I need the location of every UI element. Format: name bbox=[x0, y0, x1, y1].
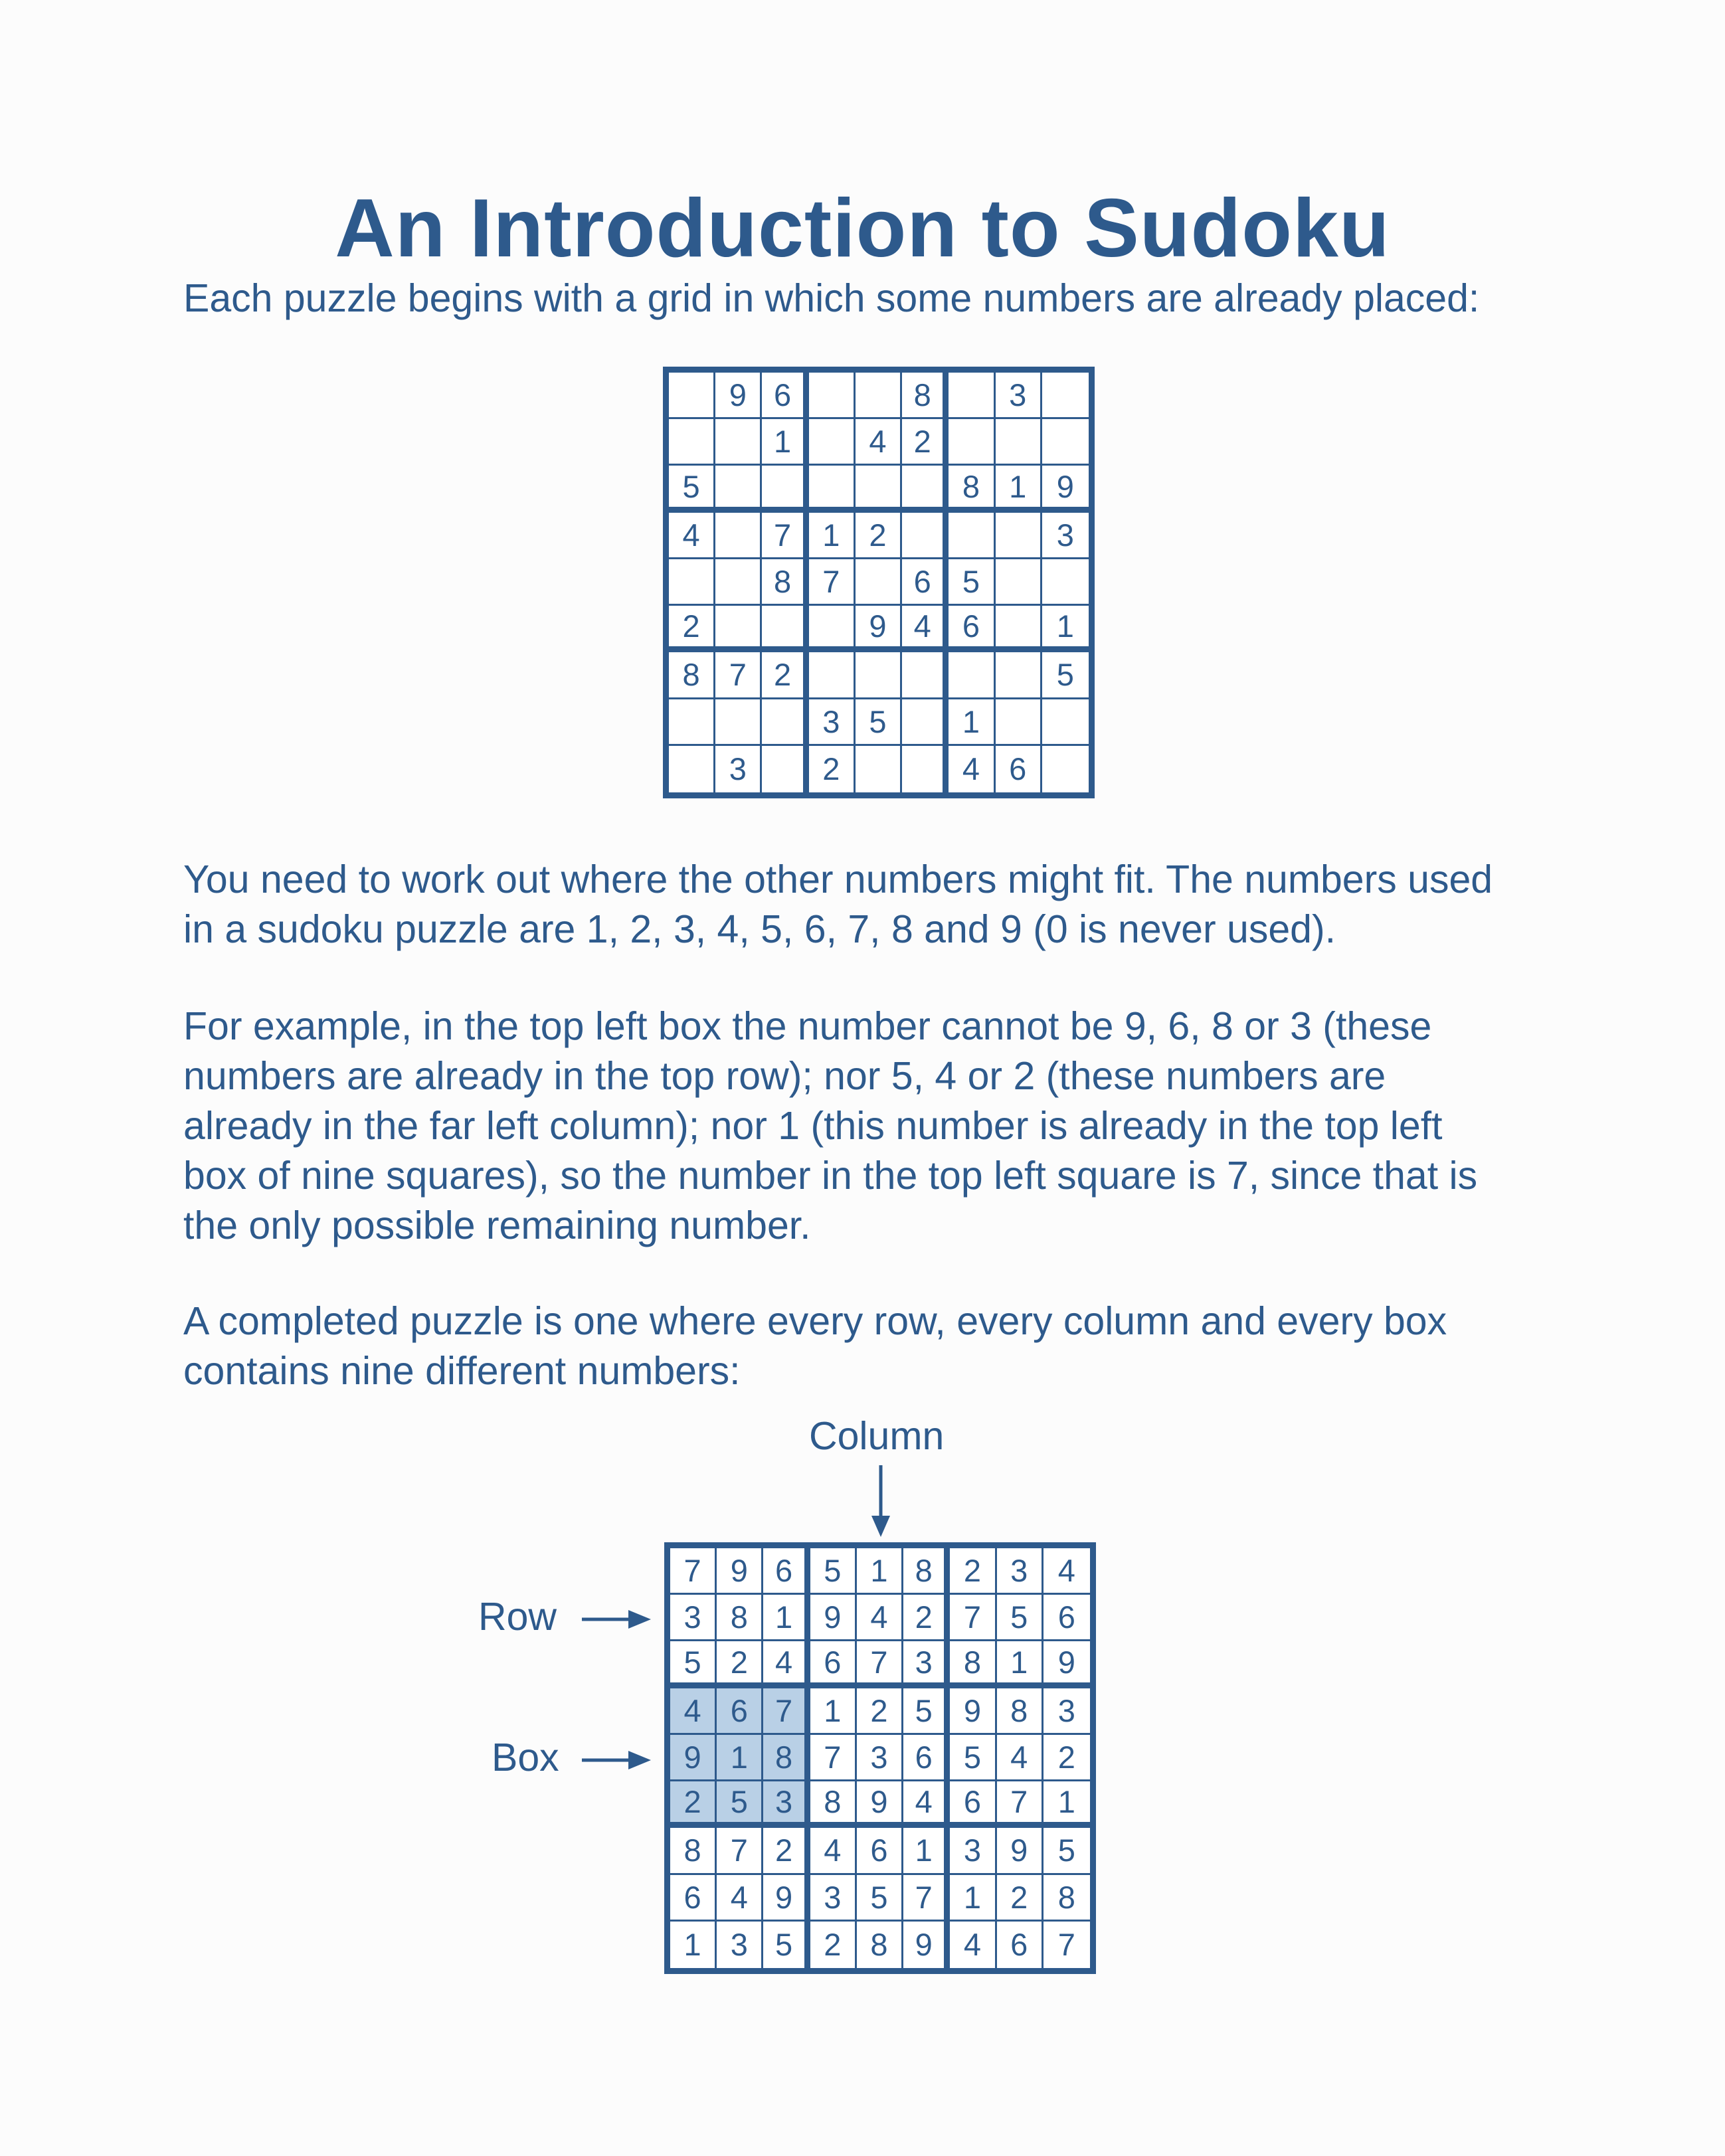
grid-cell: 7 bbox=[717, 1828, 763, 1874]
grid-cell: 8 bbox=[949, 466, 995, 512]
grid-cell: 6 bbox=[717, 1688, 763, 1735]
box-label: Box bbox=[492, 1736, 559, 1779]
grid-cell: 2 bbox=[1044, 1735, 1090, 1781]
grid-cell: 1 bbox=[950, 1875, 996, 1922]
grid-cell: 3 bbox=[1042, 513, 1089, 559]
grid-cell: 4 bbox=[810, 1828, 857, 1874]
grid-cell: 4 bbox=[997, 1735, 1044, 1781]
grid-cell bbox=[669, 699, 715, 746]
grid-cell: 1 bbox=[1044, 1781, 1090, 1828]
grid-cell bbox=[809, 606, 856, 652]
grid-cell: 9 bbox=[950, 1688, 996, 1735]
grid-cell: 4 bbox=[669, 513, 715, 559]
grid-cell bbox=[809, 419, 856, 466]
grid-cell: 9 bbox=[717, 1548, 763, 1595]
grid-cell: 8 bbox=[670, 1828, 717, 1874]
paragraph-line: box of nine squares), so the number in the top left square is 7, since that is bbox=[183, 1154, 1478, 1198]
grid-cell bbox=[669, 419, 715, 466]
grid-cell: 5 bbox=[1044, 1828, 1090, 1874]
grid-cell: 1 bbox=[996, 466, 1042, 512]
grid-cell: 2 bbox=[810, 1922, 857, 1968]
grid-cell: 8 bbox=[669, 652, 715, 699]
grid-cell: 5 bbox=[1042, 652, 1089, 699]
grid-cell: 4 bbox=[763, 1641, 810, 1688]
grid-cell: 5 bbox=[949, 559, 995, 606]
grid-cell bbox=[1042, 746, 1089, 792]
paragraph-line: numbers are already in the top row); nor 5, 4 or 2 (these numbers are bbox=[183, 1054, 1386, 1098]
grid-cell: 7 bbox=[997, 1781, 1044, 1828]
grid-cell bbox=[996, 699, 1042, 746]
page-title: An Introduction to Sudoku bbox=[335, 183, 1390, 275]
row-label: Row bbox=[478, 1595, 557, 1639]
grid-cell bbox=[856, 466, 902, 512]
grid-cell bbox=[715, 559, 762, 606]
grid-cell: 6 bbox=[996, 746, 1042, 792]
grid-cell: 9 bbox=[1044, 1641, 1090, 1688]
paragraph-line: You need to work out where the other numbers might fit. The numbers used bbox=[183, 857, 1493, 901]
grid-cell: 8 bbox=[857, 1922, 903, 1968]
grid-cell: 1 bbox=[762, 419, 808, 466]
grid-cell: 1 bbox=[1042, 606, 1089, 652]
grid-cell: 4 bbox=[903, 1781, 950, 1828]
grid-cell: 4 bbox=[856, 419, 902, 466]
grid-cell: 3 bbox=[670, 1595, 717, 1641]
grid-cell: 1 bbox=[997, 1641, 1044, 1688]
grid-cell bbox=[856, 373, 902, 419]
grid-cell: 9 bbox=[903, 1922, 950, 1968]
grid-cell: 2 bbox=[857, 1688, 903, 1735]
grid-cell: 7 bbox=[950, 1595, 996, 1641]
grid-cell: 2 bbox=[856, 513, 902, 559]
grid-cell: 1 bbox=[857, 1548, 903, 1595]
grid-cell: 3 bbox=[996, 373, 1042, 419]
grid-cell bbox=[1042, 559, 1089, 606]
grid-cell bbox=[715, 419, 762, 466]
grid-cell bbox=[715, 606, 762, 652]
grid-cell: 2 bbox=[670, 1781, 717, 1828]
grid-cell: 1 bbox=[717, 1735, 763, 1781]
grid-cell: 8 bbox=[1044, 1875, 1090, 1922]
grid-cell: 6 bbox=[762, 373, 808, 419]
grid-cell: 4 bbox=[949, 746, 995, 792]
grid-cell bbox=[1042, 419, 1089, 466]
paragraph-line: contains nine different numbers: bbox=[183, 1349, 741, 1393]
grid-cell: 1 bbox=[810, 1688, 857, 1735]
grid-cell bbox=[715, 466, 762, 512]
grid-cell bbox=[996, 606, 1042, 652]
grid-cell bbox=[902, 513, 949, 559]
column-label: Column bbox=[809, 1414, 945, 1458]
grid-cell: 7 bbox=[810, 1735, 857, 1781]
grid-cell bbox=[669, 373, 715, 419]
grid-cell: 9 bbox=[810, 1595, 857, 1641]
grid-cell bbox=[996, 559, 1042, 606]
column-arrow-icon bbox=[869, 1465, 893, 1538]
grid-cell bbox=[762, 606, 808, 652]
grid-cell: 3 bbox=[997, 1548, 1044, 1595]
example-paragraph bbox=[183, 1002, 1605, 1251]
grid-cell bbox=[809, 466, 856, 512]
grid-cell bbox=[996, 652, 1042, 699]
grid-cell: 6 bbox=[902, 559, 949, 606]
grid-cell bbox=[715, 699, 762, 746]
grid-cell: 1 bbox=[809, 513, 856, 559]
grid-cell: 3 bbox=[903, 1641, 950, 1688]
grid-cell: 3 bbox=[810, 1875, 857, 1922]
solution-grid bbox=[664, 1542, 1096, 1974]
grid-cell: 7 bbox=[670, 1548, 717, 1595]
grid-cell: 8 bbox=[950, 1641, 996, 1688]
grid-cell bbox=[856, 746, 902, 792]
grid-cell: 7 bbox=[762, 513, 808, 559]
grid-cell: 5 bbox=[810, 1548, 857, 1595]
grid-cell: 3 bbox=[715, 746, 762, 792]
grid-cell: 4 bbox=[670, 1688, 717, 1735]
puzzle-grid bbox=[663, 367, 1095, 798]
grid-cell: 5 bbox=[669, 466, 715, 512]
grid-cell: 3 bbox=[857, 1735, 903, 1781]
grid-cell: 5 bbox=[763, 1922, 810, 1968]
grid-cell: 4 bbox=[1044, 1548, 1090, 1595]
grid-cell bbox=[1042, 373, 1089, 419]
grid-cell: 9 bbox=[715, 373, 762, 419]
grid-cell: 8 bbox=[902, 373, 949, 419]
grid-cell bbox=[856, 652, 902, 699]
grid-cell: 3 bbox=[717, 1922, 763, 1968]
grid-cell: 1 bbox=[903, 1828, 950, 1874]
grid-cell bbox=[902, 699, 949, 746]
grid-cell: 7 bbox=[857, 1641, 903, 1688]
grid-cell: 4 bbox=[902, 606, 949, 652]
grid-cell: 9 bbox=[997, 1828, 1044, 1874]
paragraph-line: the only possible remaining number. bbox=[183, 1204, 811, 1247]
paragraph-line: in a sudoku puzzle are 1, 2, 3, 4, 5, 6, 7, 8 and 9 (0 is never used). bbox=[183, 907, 1336, 951]
grid-cell bbox=[1042, 699, 1089, 746]
grid-cell: 8 bbox=[997, 1688, 1044, 1735]
grid-cell: 1 bbox=[949, 699, 995, 746]
grid-cell bbox=[809, 652, 856, 699]
grid-cell: 2 bbox=[950, 1548, 996, 1595]
grid-cell: 4 bbox=[950, 1922, 996, 1968]
grid-cell bbox=[949, 419, 995, 466]
grid-cell bbox=[669, 559, 715, 606]
grid-cell bbox=[996, 513, 1042, 559]
grid-cell: 6 bbox=[997, 1922, 1044, 1968]
grid-cell: 8 bbox=[717, 1595, 763, 1641]
grid-cell: 6 bbox=[810, 1641, 857, 1688]
grid-cell: 6 bbox=[670, 1875, 717, 1922]
grid-cell: 2 bbox=[809, 746, 856, 792]
grid-cell: 6 bbox=[949, 606, 995, 652]
grid-cell: 5 bbox=[717, 1781, 763, 1828]
grid-cell bbox=[762, 466, 808, 512]
grid-cell: 5 bbox=[950, 1735, 996, 1781]
grid-cell bbox=[762, 699, 808, 746]
grid-cell: 7 bbox=[715, 652, 762, 699]
grid-cell: 1 bbox=[670, 1922, 717, 1968]
paragraph-line: For example, in the top left box the number cannot be 9, 6, 8 or 3 (these bbox=[183, 1004, 1432, 1048]
grid-cell: 5 bbox=[857, 1875, 903, 1922]
grid-cell: 2 bbox=[762, 652, 808, 699]
grid-cell bbox=[902, 466, 949, 512]
grid-cell: 9 bbox=[670, 1735, 717, 1781]
grid-cell: 5 bbox=[997, 1595, 1044, 1641]
grid-cell: 3 bbox=[809, 699, 856, 746]
grid-cell bbox=[949, 652, 995, 699]
grid-cell: 3 bbox=[950, 1828, 996, 1874]
grid-cell: 7 bbox=[809, 559, 856, 606]
paragraph-line: A completed puzzle is one where every row, every column and every box bbox=[183, 1299, 1447, 1343]
grid-cell: 5 bbox=[856, 699, 902, 746]
grid-cell: 4 bbox=[857, 1595, 903, 1641]
grid-cell: 4 bbox=[717, 1875, 763, 1922]
paragraph-line: already in the far left column); nor 1 (this number is already in the top left bbox=[183, 1104, 1443, 1148]
grid-cell: 2 bbox=[903, 1595, 950, 1641]
grid-cell: 9 bbox=[1042, 466, 1089, 512]
numbers-paragraph bbox=[183, 855, 1605, 954]
grid-cell: 2 bbox=[902, 419, 949, 466]
grid-cell bbox=[996, 419, 1042, 466]
grid-cell bbox=[949, 513, 995, 559]
grid-cell: 6 bbox=[950, 1781, 996, 1828]
grid-cell bbox=[715, 513, 762, 559]
grid-cell: 7 bbox=[1044, 1922, 1090, 1968]
grid-cell: 6 bbox=[1044, 1595, 1090, 1641]
grid-cell: 3 bbox=[1044, 1688, 1090, 1735]
grid-cell bbox=[856, 559, 902, 606]
completed-paragraph bbox=[183, 1297, 1605, 1396]
grid-cell: 2 bbox=[997, 1875, 1044, 1922]
paragraph-line: Each puzzle begins with a grid in which some numbers are already placed: bbox=[183, 276, 1480, 320]
grid-cell: 1 bbox=[763, 1595, 810, 1641]
grid-cell: 9 bbox=[763, 1875, 810, 1922]
grid-cell: 8 bbox=[762, 559, 808, 606]
grid-cell: 6 bbox=[857, 1828, 903, 1874]
grid-cell: 5 bbox=[670, 1641, 717, 1688]
grid-cell: 2 bbox=[763, 1828, 810, 1874]
grid-cell: 6 bbox=[903, 1735, 950, 1781]
grid-cell: 7 bbox=[903, 1875, 950, 1922]
grid-cell: 8 bbox=[903, 1548, 950, 1595]
grid-cell bbox=[949, 373, 995, 419]
grid-cell: 5 bbox=[903, 1688, 950, 1735]
grid-cell bbox=[902, 746, 949, 792]
grid-cell bbox=[809, 373, 856, 419]
box-arrow-icon bbox=[582, 1748, 652, 1772]
grid-cell: 8 bbox=[810, 1781, 857, 1828]
grid-cell: 6 bbox=[763, 1548, 810, 1595]
grid-cell bbox=[669, 746, 715, 792]
grid-cell bbox=[762, 746, 808, 792]
grid-cell: 3 bbox=[763, 1781, 810, 1828]
grid-cell: 8 bbox=[763, 1735, 810, 1781]
grid-cell: 9 bbox=[857, 1781, 903, 1828]
intro-paragraph bbox=[183, 274, 1605, 323]
grid-cell: 2 bbox=[669, 606, 715, 652]
grid-cell bbox=[902, 652, 949, 699]
grid-cell: 2 bbox=[717, 1641, 763, 1688]
grid-cell: 7 bbox=[763, 1688, 810, 1735]
row-arrow-icon bbox=[582, 1607, 652, 1631]
grid-cell: 9 bbox=[856, 606, 902, 652]
